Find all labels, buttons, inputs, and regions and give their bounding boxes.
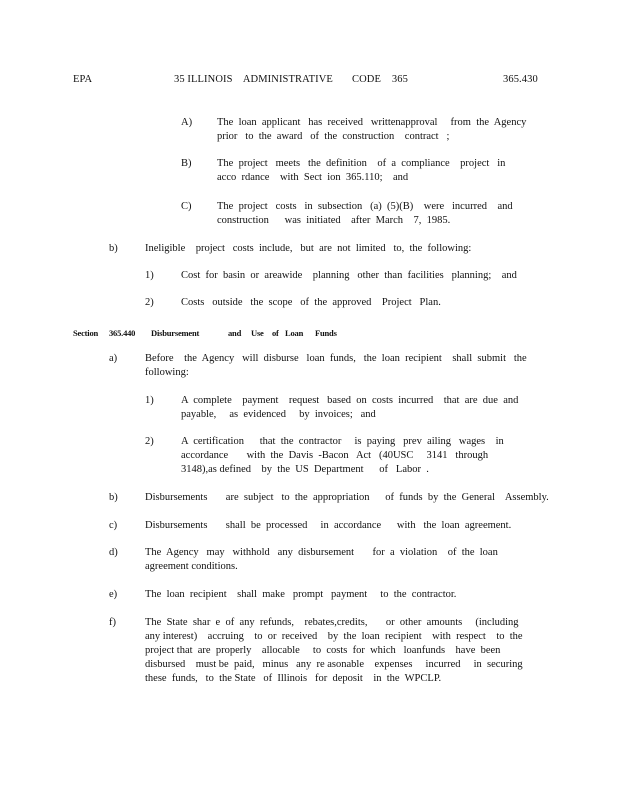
item-a-sub-label-1: 1) — [145, 395, 154, 406]
item-b2-label: b) — [109, 492, 118, 503]
header-left: EPA — [73, 74, 93, 85]
item-a-sub-label-2: 2) — [145, 436, 154, 447]
item-b-text: Ineligible project costs include, but are not limited to, the following: — [145, 243, 472, 254]
sub-item-text-b: The project meets the definition of a compliance project in acco rdance with Sect ion 365.110; and — [217, 158, 508, 183]
item-f-label: f) — [109, 617, 116, 628]
item-b2-text: Disbursements are subject to the appropriation of funds by the General Assembly. — [145, 492, 549, 503]
item-f-text: The State shar e of any refunds, rebates,credits, or other amounts (including any interest) accruing to or received by the loan recipient with respect to the project that are properly allocable to costs for which loanfunds have been disbursed must be paid, minus any re asonable expenses incurred in securing these funds, to the State of Illinois for deposit in the WPCLP. — [145, 617, 534, 684]
sub-item-label-c: C) — [181, 201, 192, 212]
section-title-2: and — [228, 328, 242, 338]
item-b-sub-label-2: 2) — [145, 297, 154, 308]
item-d-text: The Agency may withhold any disbursement for a violation of the loan agreement conditions. — [145, 547, 504, 572]
section-title-5: Loan — [285, 328, 304, 338]
item-c-label: c) — [109, 520, 118, 531]
item-b-sub-label-1: 1) — [145, 270, 154, 281]
section-title-1: Disbursement — [151, 328, 200, 338]
sub-item-text-a: The loan applicant has received writtenapproval from the Agency prior to the award of the construction contract ; — [217, 117, 529, 142]
item-c-text: Disbursements shall be processed in accordance with the loan agreement. — [145, 520, 512, 531]
section-title-4: of — [272, 328, 279, 338]
item-a-label: a) — [109, 353, 118, 364]
header-right: 365.430 — [503, 74, 538, 85]
sub-item-label-b: B) — [181, 158, 192, 169]
item-a-sub-text-1: A complete payment request based on costs incurred that are due and payable, as evidenced by invoices; and — [181, 395, 521, 420]
item-b-label: b) — [109, 243, 118, 254]
section-word: Section — [73, 328, 99, 338]
item-a-text: Before the Agency will disburse loan funds, the loan recipient shall submit the following: — [145, 353, 530, 378]
item-b-sub-text-1: Cost for basin or areawide planning other than facilities planning; and — [181, 270, 517, 281]
header-center: 35 ILLINOIS ADMINISTRATIVE CODE 365 — [174, 74, 408, 85]
section-title-3: Use — [251, 328, 264, 338]
item-e-text: The loan recipient shall make prompt payment to the contractor. — [145, 589, 457, 600]
item-d-label: d) — [109, 547, 118, 558]
section-title-6: Funds — [315, 328, 337, 338]
section-number: 365.440 — [109, 328, 136, 338]
item-b-sub-text-2: Costs outside the scope of the approved Project Plan. — [181, 297, 441, 308]
sub-item-label-a: A) — [181, 117, 193, 128]
sub-item-text-c: The project costs in subsection (a) (5)(B) were incurred and construction was initiated after March 7, 1985. — [217, 201, 516, 226]
item-a-sub-text-2: A certification that the contractor is paying prev ailing wages in accordance with the Davis -Bacon Act (40USC 3141 through 3148),as defined by the US Department of Labor . — [181, 436, 507, 475]
item-e-label: e) — [109, 589, 118, 600]
